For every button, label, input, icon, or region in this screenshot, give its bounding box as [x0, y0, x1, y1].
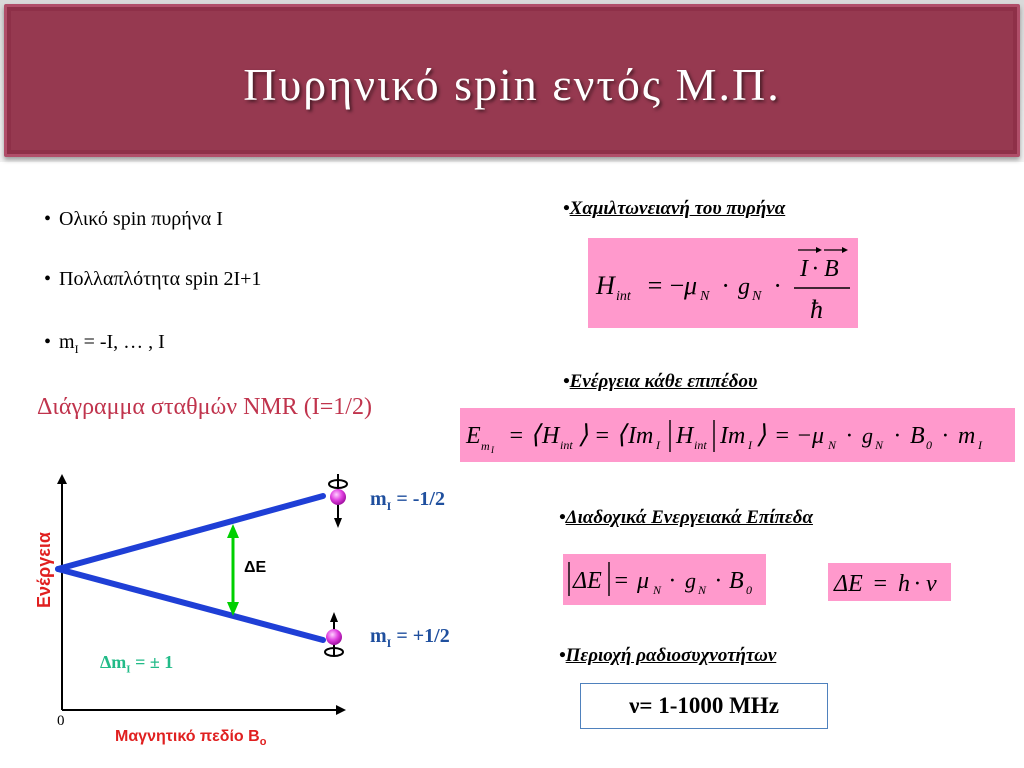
bullet-dot: • — [44, 268, 52, 290]
energy-diagram-svg — [0, 460, 380, 760]
svg-text:−: − — [796, 423, 813, 449]
origin-label: 0 — [57, 713, 65, 729]
svg-text:B: B — [824, 256, 839, 282]
delta-e-magnitude-equation — [563, 554, 766, 605]
svg-text:0: 0 — [926, 438, 932, 452]
svg-text:m: m — [481, 439, 490, 453]
svg-text:ΔE: ΔE — [834, 571, 863, 597]
svg-text:−: − — [668, 271, 686, 300]
svg-text:ħ: ħ — [810, 295, 823, 324]
planck-relation-formula — [828, 563, 951, 601]
svg-text:N: N — [653, 583, 662, 597]
svg-text:I: I — [491, 445, 494, 455]
hamiltonian-equation — [588, 238, 858, 328]
svg-text:=: = — [613, 568, 630, 594]
svg-text:μ: μ — [637, 568, 650, 594]
svg-text:E: E — [466, 423, 481, 449]
svg-text:N: N — [698, 583, 707, 597]
diagram-title: Διάγραμμα σταθμών NMR (I=1/2) — [37, 394, 372, 420]
svg-text:·: · — [894, 423, 900, 449]
svg-text:⟨: ⟨ — [616, 420, 627, 449]
svg-text:Im: Im — [628, 423, 654, 449]
planck-relation-equation — [828, 563, 951, 601]
svg-text:=: = — [508, 423, 525, 449]
svg-text:h: h — [898, 571, 910, 597]
svg-text:ΔE: ΔE — [573, 568, 602, 594]
hamiltonian-formula — [588, 238, 858, 328]
x-axis — [62, 705, 346, 715]
x-axis-label: Μαγνητικό πεδίο $B_o$ — [115, 728, 267, 748]
svg-text:I: I — [800, 256, 808, 282]
title-banner-frame — [0, 0, 1024, 162]
upper-energy-line — [58, 496, 323, 569]
spin-down-nucleus-icon — [329, 474, 347, 528]
svg-text:⟨: ⟨ — [530, 420, 541, 449]
svg-text:N: N — [700, 289, 710, 304]
y-axis-label: Ενέργεια — [34, 532, 54, 608]
svg-text:0: 0 — [746, 583, 752, 597]
energy-level-equation — [460, 408, 1015, 462]
svg-text:=: = — [646, 271, 664, 300]
svg-text:int: int — [560, 438, 573, 452]
svg-text:=: = — [594, 423, 611, 449]
bullet-multiplicity: • Πολλαπλότητα spin 2I+1 — [44, 268, 262, 290]
svg-text:H: H — [676, 423, 694, 449]
svg-text:=: = — [872, 571, 889, 597]
svg-text:μ: μ — [812, 423, 825, 449]
upper-level-label: $m_I = -1/2$ — [370, 488, 445, 513]
svg-text:H: H — [542, 423, 560, 449]
lower-energy-line — [58, 569, 323, 640]
lower-level-label: $m_I = +1/2$ — [370, 625, 450, 650]
svg-text:=: = — [774, 423, 791, 449]
bullet-mi-range: • $m_I = -I$, … , I — [44, 331, 165, 356]
heading-rf-range: •Περιοχή ραδιοσυχνοτήτων — [559, 645, 777, 666]
svg-text:g: g — [862, 423, 873, 448]
svg-text:Im: Im — [720, 423, 746, 449]
bullet-total-spin: • Ολικό spin πυρήνα I — [44, 208, 223, 230]
bullet-dot: • — [44, 331, 52, 353]
delta-e-label: ΔΕ — [244, 559, 267, 576]
delta-e-arrow — [227, 524, 239, 616]
nmr-energy-diagram — [0, 460, 380, 765]
delta-e-magnitude-formula — [563, 554, 766, 605]
svg-text:·: · — [812, 256, 818, 282]
svg-text:·: · — [715, 568, 721, 594]
frequency-range-box: ν= 1-1000 MHz — [580, 683, 828, 729]
svg-text:⟩: ⟩ — [578, 420, 589, 449]
svg-text:·: · — [669, 568, 675, 594]
heading-hamiltonian: •Χαμιλτωνειανή του πυρήνα — [563, 198, 786, 219]
svg-text:·: · — [846, 423, 852, 449]
svg-text:I: I — [656, 438, 660, 452]
svg-text:I: I — [978, 438, 982, 452]
svg-text:N: N — [828, 438, 837, 452]
heading-successive-levels: •Διαδοχικά Ενεργειακά Επίπεδα — [559, 507, 813, 528]
svg-text:H: H — [596, 271, 615, 300]
svg-text:N: N — [875, 438, 884, 452]
svg-text:int: int — [694, 438, 707, 452]
svg-text:g: g — [685, 568, 696, 593]
slide-title: Πυρηνικό spin εντός Μ.Π. — [243, 59, 781, 110]
bullet-dot: • — [44, 208, 52, 230]
heading-energy-level: •Ενέργεια κάθε επιπέδου — [563, 371, 758, 392]
svg-text:B: B — [729, 568, 744, 594]
svg-text:·: · — [914, 571, 920, 597]
svg-text:I: I — [748, 438, 752, 452]
y-axis — [57, 474, 67, 710]
svg-text:·: · — [722, 271, 729, 300]
svg-text:μ: μ — [684, 271, 698, 300]
spin-up-nucleus-icon — [325, 612, 343, 656]
svg-text:⟩: ⟩ — [756, 420, 767, 449]
svg-text:B: B — [910, 423, 925, 449]
svg-text:g: g — [738, 274, 750, 300]
energy-level-formula — [460, 408, 1015, 462]
svg-text:N: N — [752, 289, 762, 304]
svg-text:int: int — [616, 289, 631, 304]
selection-rule-label: $\Delta m_I$ = ± 1 — [100, 652, 174, 676]
svg-text:·: · — [942, 423, 948, 449]
svg-text:m: m — [958, 423, 976, 449]
svg-text:ν: ν — [926, 571, 937, 597]
svg-text:·: · — [774, 271, 781, 300]
